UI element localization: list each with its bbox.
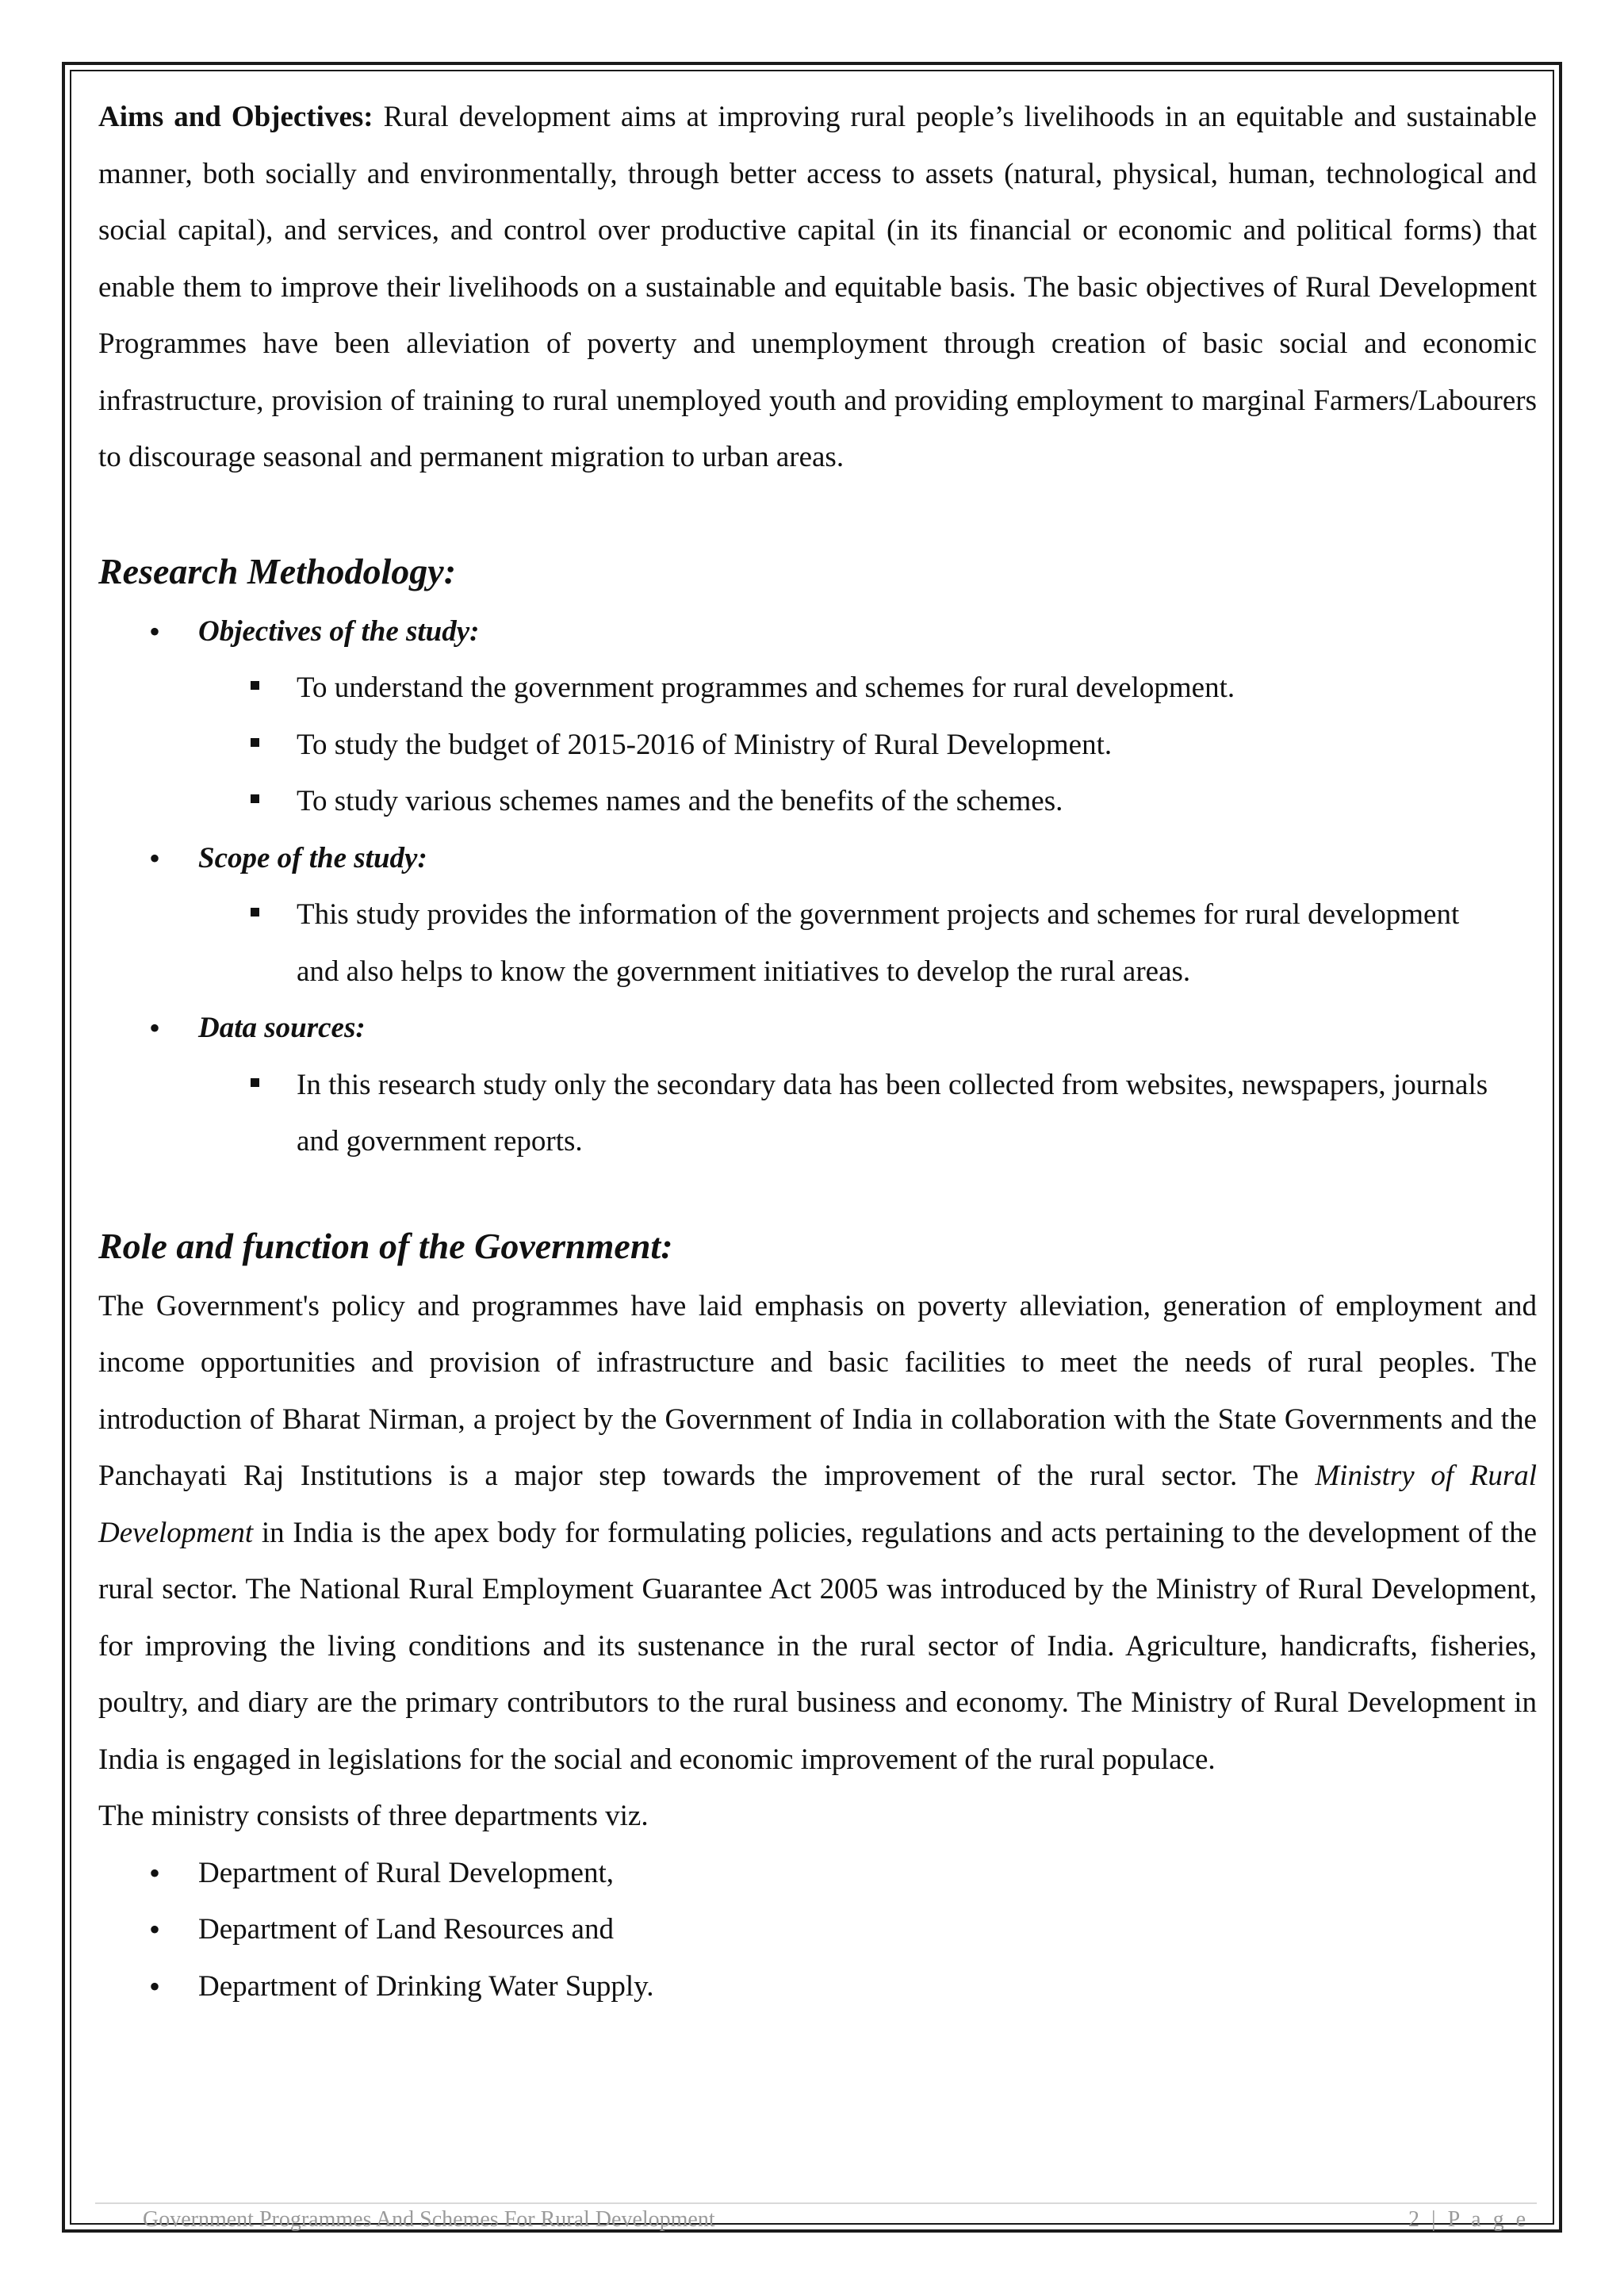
research-sections	[98, 603, 1537, 1170]
role-text-part1: The Government's policy and programmes have laid emphasis on poverty alleviation, generation of employment and income opportunities and provision of infrastructure and basic facilities to meet the needs of rural peoples. The introduction of Bharat Nirman, a project by the Government of India in collaboration with the State Governments and the Panchayati Raj Institutions is a major step towards the improvement of the rural sector. The	[98, 1289, 1537, 1492]
role-paragraph	[98, 1278, 1537, 1789]
intro-paragraph	[98, 89, 1537, 486]
section-heading: Objectives of the study:	[198, 614, 480, 648]
departments-intro: The ministry consists of three departments viz.	[98, 1800, 649, 1832]
footer-divider	[95, 2202, 1537, 2204]
role-text-part2: in India is the apex body for formulating policies, regulations and acts pertaining to the development of the rural sector. The National Rural Employment Guarantee Act 2005 was introduced by the Ministry of Rural Development, for improving the living conditions and its sustenance in the rural sector of India. Agriculture, handicrafts, fisheries, poultry, and diary are the primary contributors to the rural business and economy. The Ministry of Rural Development in India is engaged in legislations for the social and economic improvement of the rural populace.	[98, 1516, 1538, 1776]
research-section-data-sources	[98, 1000, 1537, 1170]
objectives-list	[198, 660, 1537, 830]
research-section-scope	[98, 830, 1537, 1001]
footer-title: Government Programmes And Schemes For Rural Development	[143, 2207, 715, 2232]
departments-list	[98, 1845, 1537, 2015]
section-heading: Data sources:	[198, 1012, 366, 1044]
data-sources-list	[198, 1057, 1537, 1170]
list-item: This study provides the information of the government projects and schemes for rural development and also helps to know the government initiatives to develop the rural areas.	[198, 886, 1537, 1000]
scope-list	[198, 886, 1537, 1000]
role-heading: Role and function of the Government:	[98, 1225, 673, 1266]
intro-label: Aims and Objectives:	[98, 101, 373, 133]
list-item: • Department of Rural Development,	[98, 1845, 1537, 1902]
list-item: • Department of Drinking Water Supply.	[98, 1958, 1537, 2015]
section-heading: Scope of the study:	[198, 841, 427, 874]
research-heading: Research Methodology:	[98, 550, 457, 591]
list-item: • Department of Land Resources and	[98, 1901, 1537, 1958]
intro-text: Rural development aims at improving rural people’s livelihoods in an equitable and sustainable manner, both socially and environmentally, through better access to assets (natural, physical, human, technological and social capital), and services, and control over productive capital (in its financial or economic and political forms) that enable them to improve their livelihoods on a sustainable and equitable basis. The basic objectives of Rural Development Programmes have been alleviation of poverty and unemployment through creation of basic social and economic infrastructure, provision of training to rural unemployed youth and providing employment to marginal Farmers/Labourers to discourage seasonal and permanent migration to urban areas.	[98, 101, 1538, 473]
role-text-italic: Ministry of Rural Development	[98, 1460, 1538, 1549]
list-item: To study the budget of 2015-2016 of Ministry of Rural Development.	[198, 717, 1537, 774]
page-number: 2 | P a g e	[1408, 2207, 1529, 2232]
research-section-objectives	[98, 603, 1537, 830]
list-item: In this research study only the secondary data has been collected from websites, newspapers, journals and government reports.	[198, 1057, 1537, 1170]
page-content	[98, 89, 1537, 2015]
list-item: To study various schemes names and the benefits of the schemes.	[198, 773, 1537, 830]
list-item: To understand the government programmes and schemes for rural development.	[198, 660, 1537, 717]
